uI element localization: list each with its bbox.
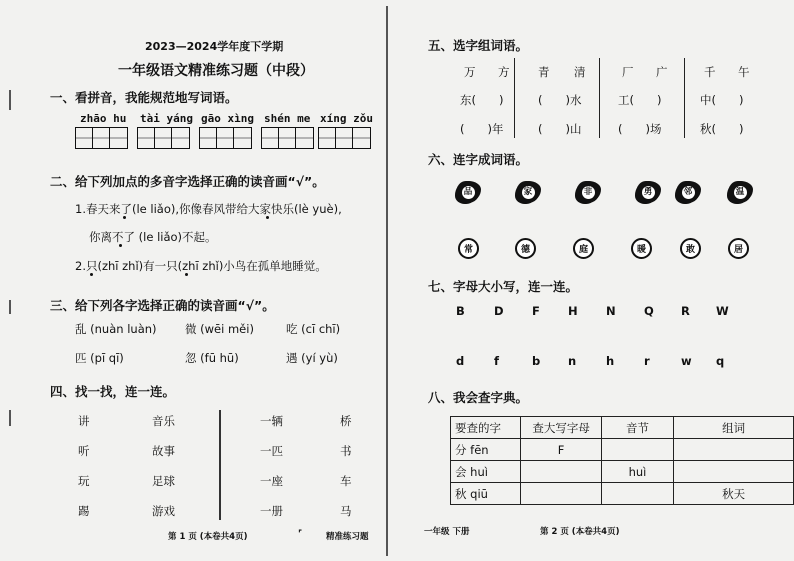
corner-mark: ⌜ — [298, 529, 302, 539]
writing-grid-3[interactable] — [199, 127, 252, 149]
upper-letter[interactable]: N — [606, 304, 616, 318]
group-separator — [684, 58, 685, 138]
word-circle[interactable]: 常 — [458, 238, 479, 259]
choice-char: 青 — [538, 65, 550, 79]
table-row — [451, 483, 794, 505]
match-object[interactable]: 桥 — [340, 414, 352, 428]
table-cell[interactable] — [674, 461, 794, 483]
s3-item-4: 匹 (pī qī) — [75, 351, 124, 365]
blank-row[interactable]: 工( ) — [618, 93, 662, 107]
word-circle[interactable]: 庭 — [573, 238, 594, 259]
upper-letter[interactable]: Q — [644, 304, 654, 318]
upper-letter[interactable]: H — [568, 304, 578, 318]
match-measure[interactable]: 一辆 — [260, 414, 283, 428]
year-title: 2023—2024学年度下学期 — [145, 40, 284, 53]
s3-item-5: 忽 (fū hū) — [185, 351, 239, 365]
table-row — [451, 439, 794, 461]
writing-grid-2[interactable] — [137, 127, 190, 149]
emphasis-dot — [90, 273, 93, 276]
upper-letter[interactable]: W — [716, 304, 729, 318]
table-cell: huì — [601, 461, 673, 483]
match-verb[interactable]: 讲 — [78, 414, 90, 428]
s3-item-3: 吃 (cī chī) — [286, 322, 341, 336]
pinyin-3: gāo xìng — [201, 112, 254, 125]
choice-char: 万 — [464, 65, 476, 79]
page-1-footer-right: 精准练习题 — [326, 532, 369, 542]
section-8-title: 八、我会查字典。 — [428, 390, 529, 405]
section-1-title: 一、看拼音，我能规范地写词语。 — [50, 90, 238, 105]
pinyin-2: tài yáng — [140, 112, 193, 125]
s2-line-2: 你离不了 (le liǎo)不起。 — [89, 230, 217, 244]
lower-letter[interactable]: r — [644, 354, 650, 368]
table-cell: 秋天 — [674, 483, 794, 505]
lower-letter[interactable]: w — [681, 354, 692, 368]
page-2-footer: 第 2 页 (本卷共4页) — [540, 527, 620, 537]
word-circle[interactable]: 敢 — [680, 238, 701, 259]
word-tile[interactable]: 温 — [728, 181, 752, 203]
blank-row[interactable]: ( )山 — [538, 122, 582, 136]
blank-row[interactable]: 中( ) — [700, 93, 744, 107]
match-noun[interactable]: 音乐 — [152, 414, 175, 428]
choice-char: 千 — [704, 65, 716, 79]
emphasis-dot — [119, 244, 122, 247]
match-verb[interactable]: 听 — [78, 444, 90, 458]
match-verb[interactable]: 踢 — [78, 504, 90, 518]
table-cell: 秋 qiū — [451, 483, 521, 505]
emphasis-dot — [185, 273, 188, 276]
choice-char: 广 — [656, 65, 668, 79]
match-measure[interactable]: 一册 — [260, 504, 283, 518]
lower-letter[interactable]: n — [568, 354, 577, 368]
section-4-title: 四、找一找，连一连。 — [50, 384, 176, 399]
table-cell: F — [521, 439, 601, 461]
table-header-row — [451, 417, 794, 439]
upper-letter[interactable]: R — [681, 304, 690, 318]
page-1-footer: 第 1 页 (本卷共4页) — [168, 532, 248, 542]
choice-char: 清 — [574, 65, 586, 79]
upper-letter[interactable]: D — [494, 304, 504, 318]
pinyin-1: zhāo hu — [80, 112, 127, 125]
table-cell: 会 huì — [451, 461, 521, 483]
table-cell[interactable] — [521, 483, 601, 505]
word-tile[interactable]: 非 — [576, 181, 600, 203]
column-separator — [219, 410, 221, 520]
choice-char: 方 — [498, 65, 510, 79]
section-6-title: 六、连字成词语。 — [428, 152, 529, 167]
choice-char: 午 — [738, 65, 750, 79]
blank-row[interactable]: ( )场 — [618, 122, 662, 136]
table-cell[interactable] — [601, 439, 673, 461]
match-verb[interactable]: 玩 — [78, 474, 90, 488]
word-tile[interactable]: 家 — [516, 181, 540, 203]
section-2-title: 二、给下列加点的多音字选择正确的读音画“√”。 — [50, 174, 325, 189]
blank-row[interactable]: 东( ) — [460, 93, 504, 107]
match-object[interactable]: 车 — [340, 474, 352, 488]
main-title: 一年级语文精准练习题（中段） — [118, 63, 314, 79]
table-row — [451, 461, 794, 483]
emphasis-dot — [123, 216, 126, 219]
match-noun[interactable]: 游戏 — [152, 504, 175, 518]
blank-row[interactable]: 秋( ) — [700, 122, 744, 136]
word-circle[interactable]: 居 — [728, 238, 749, 259]
lower-letter[interactable]: b — [532, 354, 541, 368]
section-7-title: 七、字母大小写，连一连。 — [428, 279, 579, 294]
lower-letter[interactable]: h — [606, 354, 615, 368]
word-tile[interactable]: 品 — [456, 181, 480, 203]
pinyin-5: xíng zǒu — [320, 112, 373, 125]
match-noun[interactable]: 故事 — [152, 444, 175, 458]
match-object[interactable]: 马 — [340, 504, 352, 518]
s2-line-1: 1.春天来了(le liǎo),你像春风带给大家快乐(lè yuè), — [75, 202, 342, 216]
table-cell[interactable] — [674, 439, 794, 461]
writing-grid-1[interactable] — [75, 127, 128, 149]
blank-row[interactable]: ( )年 — [460, 122, 504, 136]
group-separator — [599, 58, 600, 138]
section-5-title: 五、选字组词语。 — [428, 38, 529, 53]
group-separator — [514, 58, 515, 138]
table-header: 要查的字 — [451, 417, 521, 439]
s3-item-6: 遇 (yí yù) — [286, 351, 338, 365]
match-object[interactable]: 书 — [340, 444, 352, 458]
pinyin-4: shén me — [264, 112, 311, 125]
word-tile[interactable]: 勇 — [636, 181, 660, 203]
s3-item-1: 乱 (nuàn luàn) — [75, 322, 157, 336]
grade-label: 一年级 下册 — [424, 527, 470, 537]
table-cell[interactable] — [521, 461, 601, 483]
match-measure[interactable]: 一座 — [260, 474, 283, 488]
word-circle[interactable]: 暖 — [631, 238, 652, 259]
emphasis-dot — [266, 216, 269, 219]
upper-letter[interactable]: F — [532, 304, 540, 318]
section-3-title: 三、给下列各字选择正确的读音画“√”。 — [50, 298, 275, 313]
choice-char: 厂 — [622, 65, 634, 79]
blank-row[interactable]: ( )水 — [538, 93, 582, 107]
table-cell: 分 fēn — [451, 439, 521, 461]
match-measure[interactable]: 一匹 — [260, 444, 283, 458]
page-1 — [0, 0, 392, 561]
word-circle[interactable]: 德 — [515, 238, 536, 259]
word-tile[interactable]: 邻 — [676, 181, 700, 203]
match-noun[interactable]: 足球 — [152, 474, 175, 488]
s2-line-3: 2.只(zhī zhǐ)有一只(zhī zhǐ)小鸟在孤单地睡觉。 — [75, 259, 327, 273]
page-2 — [398, 0, 794, 561]
writing-grid-5[interactable] — [318, 127, 371, 149]
upper-letter[interactable]: B — [456, 304, 465, 318]
table-header: 组词 — [674, 417, 794, 439]
lower-letter[interactable]: q — [716, 354, 725, 368]
table-header: 查大写字母 — [521, 417, 601, 439]
lower-letter[interactable]: f — [494, 354, 500, 368]
table-cell[interactable] — [601, 483, 673, 505]
table-header: 音节 — [601, 417, 673, 439]
lower-letter[interactable]: d — [456, 354, 465, 368]
writing-grid-4[interactable] — [261, 127, 314, 149]
dictionary-table — [450, 416, 794, 505]
s3-item-2: 微 (wēi měi) — [185, 322, 254, 336]
